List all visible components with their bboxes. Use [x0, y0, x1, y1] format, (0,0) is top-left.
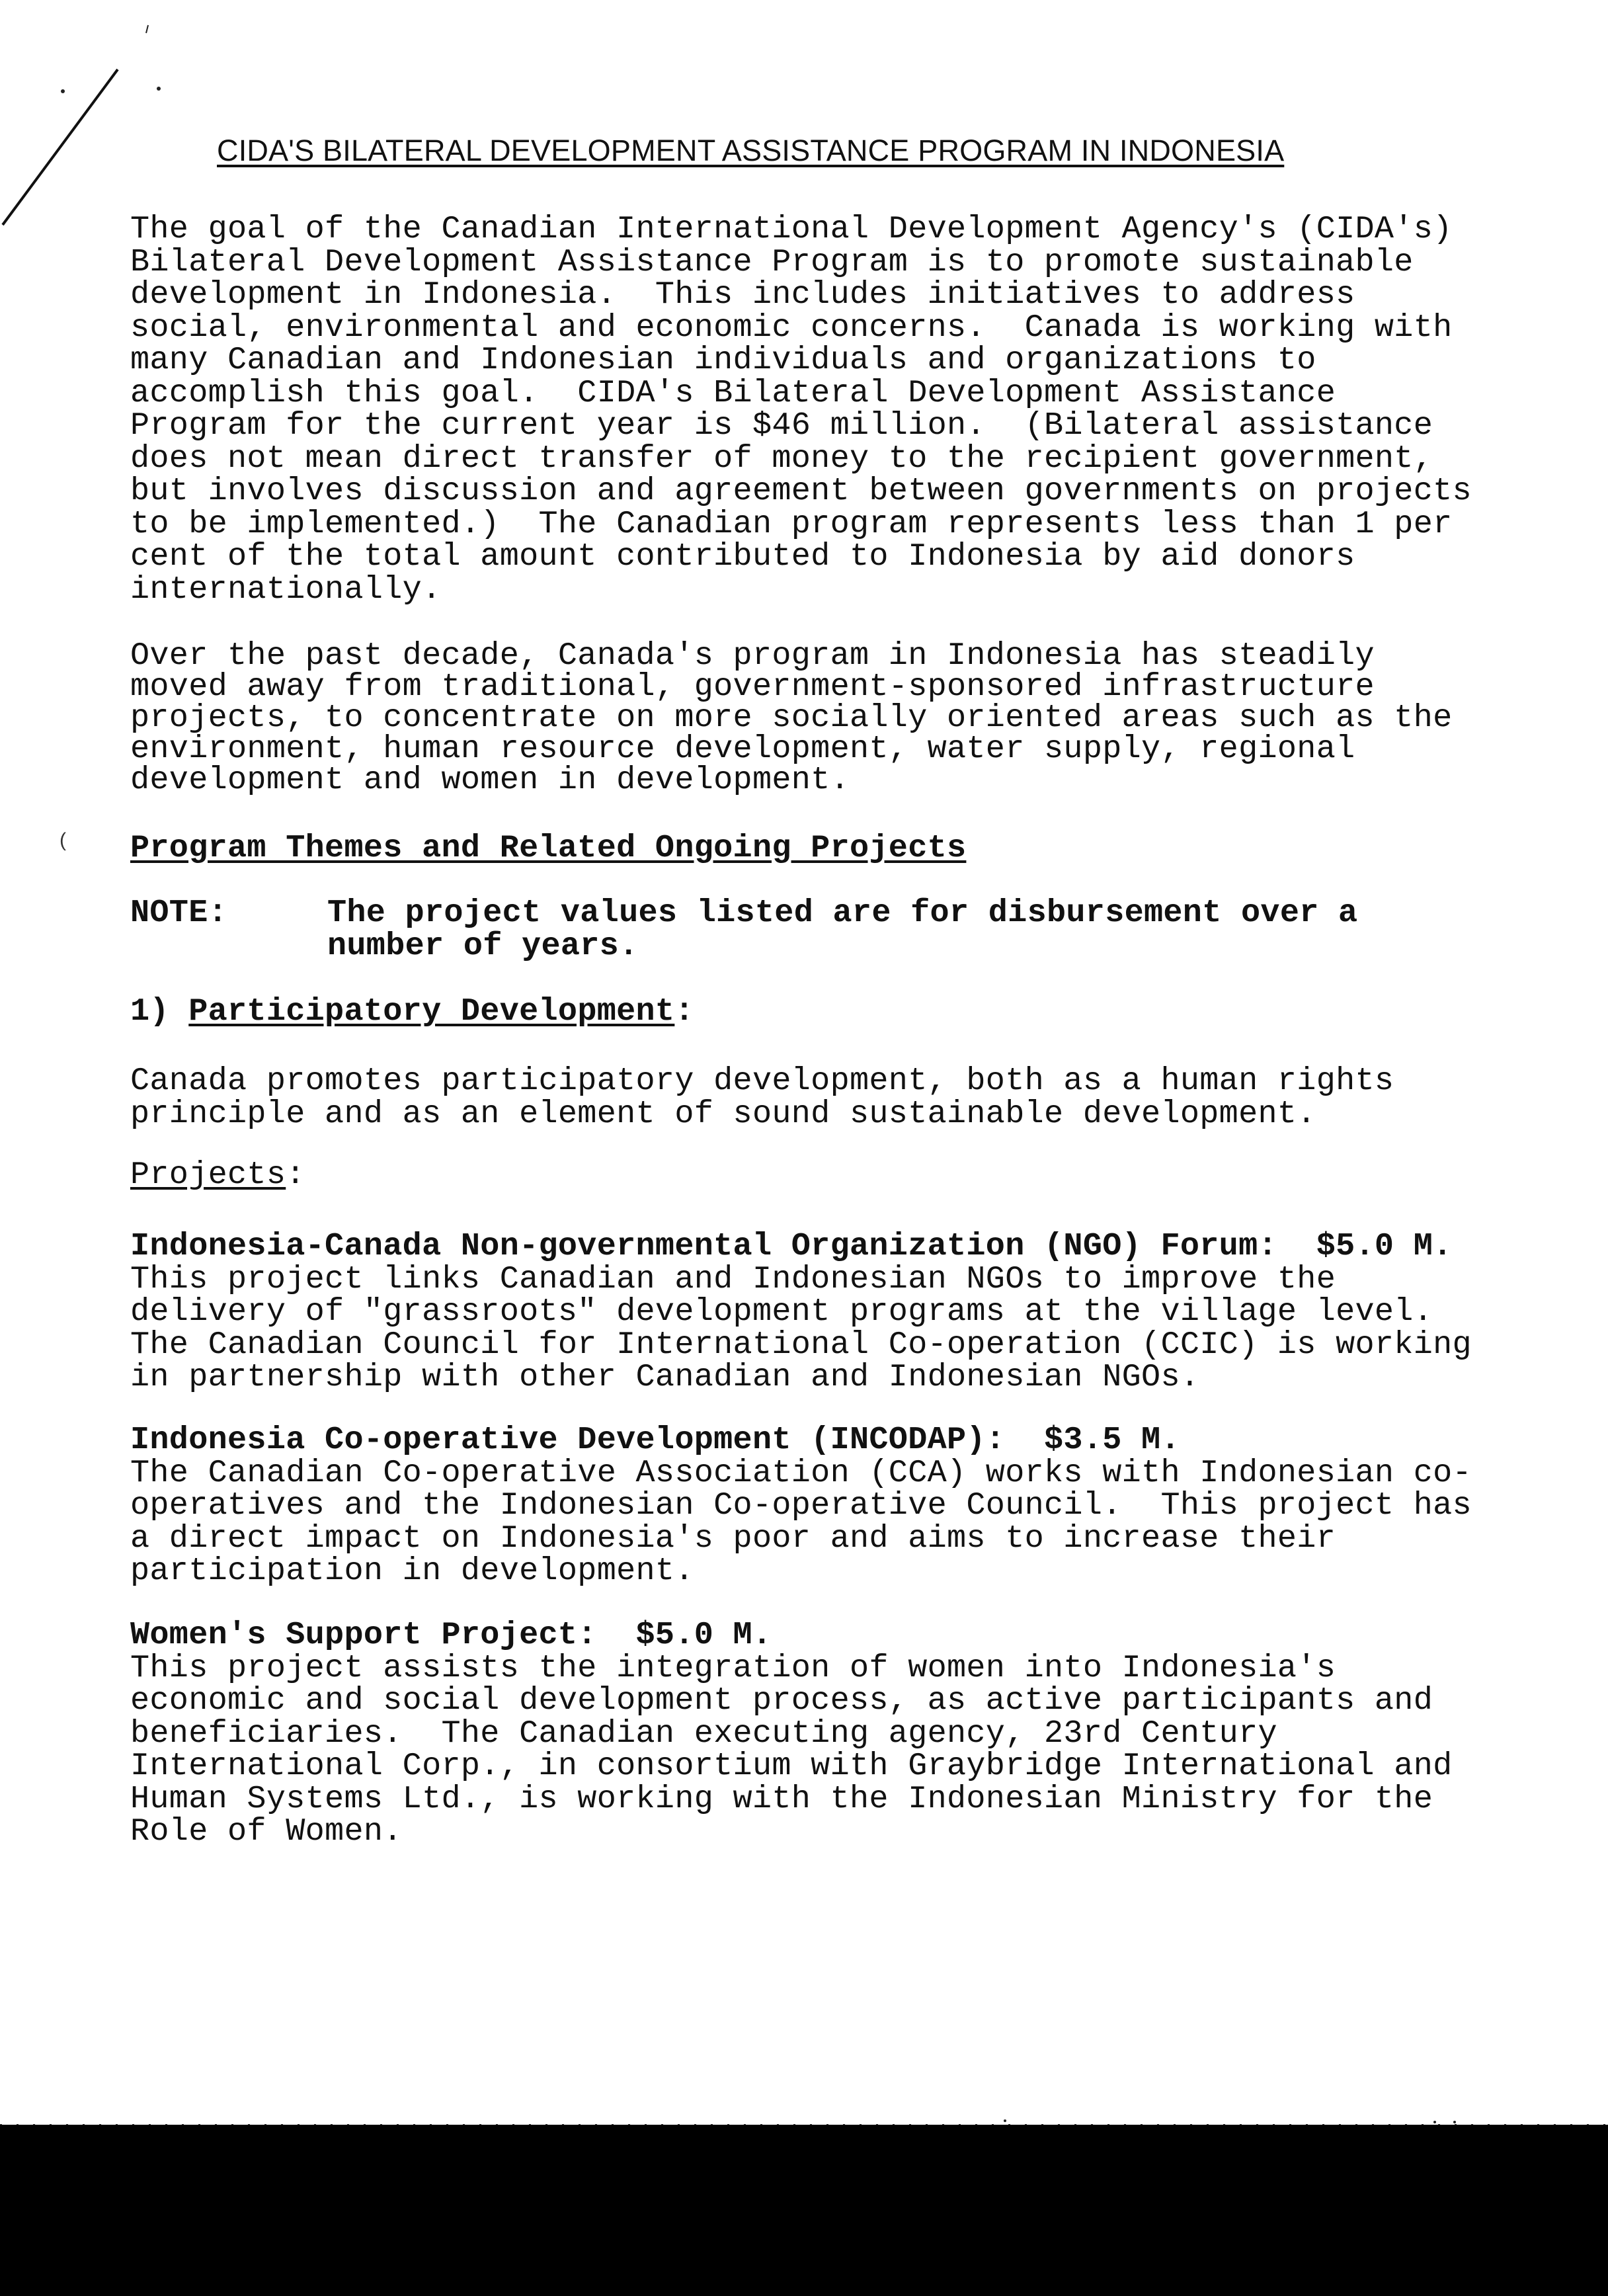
project-line: International Corp., in consortium with Graybridge International and — [130, 1748, 1453, 1784]
intro-line: Program for the current year is $46 million. (Bilateral assistance — [130, 407, 1433, 444]
projects-heading — [130, 1159, 305, 1192]
projects-heading-label: Projects — [130, 1157, 286, 1193]
decade-line: projects, to concentrate on more socially oriented areas such as the — [130, 700, 1453, 736]
intro-line: to be implemented.) The Canadian program represents less than 1 per — [130, 505, 1453, 542]
project-line: participation in development. — [130, 1553, 694, 1589]
project-line: a direct impact on Indonesia's poor and aims to increase their — [130, 1520, 1336, 1557]
decade-line: development and women in development. — [130, 762, 850, 798]
note-line: The project values listed are for disbursement over a — [327, 895, 1358, 931]
description-line: Canada promotes participatory development, both as a human rights — [130, 1063, 1394, 1099]
project-line: The Canadian Council for International Co-operation (CCIC) is working — [130, 1326, 1472, 1363]
document-title: CIDA'S BILATERAL DEVELOPMENT ASSISTANCE PROGRAM IN INDONESIA — [217, 134, 1285, 167]
project-heading: Indonesia Co-operative Development (INCODAP): $3.5 M. — [130, 1422, 1180, 1458]
note-line: number of years. — [327, 927, 639, 964]
intro-line: but involves discussion and agreement between governments on projects — [130, 473, 1472, 509]
project-line: beneficiaries. The Canadian executing agency, 23rd Century — [130, 1715, 1277, 1752]
intro-line: The goal of the Canadian International Development Agency's (CIDA's) — [130, 211, 1453, 247]
project-line: in partnership with other Canadian and Indonesian NGOs. — [130, 1359, 1200, 1395]
intro-line: Bilateral Development Assistance Program is to promote sustainable — [130, 243, 1414, 280]
intro-line: development in Indonesia. This includes initiatives to address — [130, 276, 1355, 313]
intro-line: does not mean direct transfer of money to the recipient government, — [130, 440, 1433, 477]
decade-line: Over the past decade, Canada's program in Indonesia has steadily — [130, 637, 1375, 674]
project-line: delivery of "grassroots" development programs at the village level. — [130, 1293, 1433, 1330]
decade-paragraph — [130, 637, 1506, 798]
intro-paragraph — [130, 213, 1506, 606]
project-ngo-forum — [130, 1230, 1519, 1394]
intro-line: social, environmental and economic concerns. Canada is working with — [130, 309, 1453, 346]
note-label: NOTE: — [130, 895, 228, 931]
project-line: This project assists the integration of women into Indonesia's — [130, 1649, 1336, 1686]
scan-bottom-band — [0, 2125, 1608, 2296]
themes-heading: Program Themes and Related Ongoing Projects — [130, 830, 967, 866]
projects-heading-colon: : — [286, 1157, 305, 1193]
decade-line: moved away from traditional, government-sponsored infrastructure — [130, 669, 1375, 705]
project-line: The Canadian Co-operative Association (CCA) works with Indonesian co- — [130, 1454, 1472, 1491]
intro-line: cent of the total amount contributed to Indonesia by aid donors — [130, 538, 1355, 575]
project-womens-support — [130, 1619, 1519, 1848]
section-title: Participatory Development — [188, 993, 675, 1030]
intro-line: internationally. — [130, 571, 442, 608]
note-text — [327, 897, 1584, 962]
intro-line: many Canadian and Indonesian individuals and organizations to — [130, 342, 1316, 378]
project-heading: Women's Support Project: $5.0 M. — [130, 1617, 772, 1653]
project-incodap — [130, 1424, 1519, 1588]
section-1-description — [130, 1065, 1506, 1130]
section-1-heading — [130, 995, 694, 1028]
margin-tick-mark: ( — [60, 829, 66, 851]
project-heading: Indonesia-Canada Non-governmental Organization (NGO) Forum: $5.0 M. — [130, 1228, 1453, 1264]
project-line: This project links Canadian and Indonesian NGOs to improve the — [130, 1260, 1336, 1297]
decade-line: environment, human resource development, water supply, regional — [130, 731, 1355, 767]
description-line: principle and as an element of sound sustainable development. — [130, 1095, 1316, 1132]
project-line: economic and social development process, as active participants and — [130, 1682, 1433, 1719]
scan-mark-slash — [0, 0, 172, 238]
intro-line: accomplish this goal. CIDA's Bilateral Development Assistance — [130, 374, 1336, 411]
project-line: Role of Women. — [130, 1813, 403, 1850]
project-line: Human Systems Ltd., is working with the Indonesian Ministry for the — [130, 1780, 1433, 1817]
section-colon: : — [674, 993, 694, 1030]
project-line: operatives and the Indonesian Co-operative Council. This project has — [130, 1487, 1472, 1524]
section-number: 1) — [130, 993, 189, 1030]
